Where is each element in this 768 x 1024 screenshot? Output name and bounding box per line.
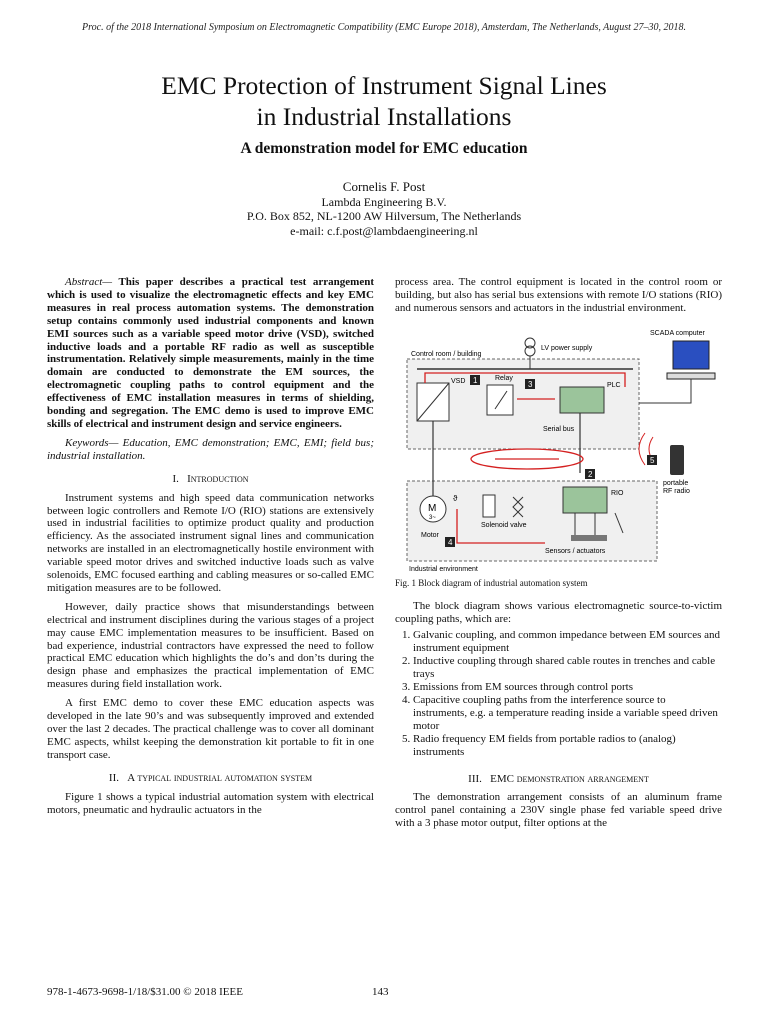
radio-label-1: portable [663,479,689,487]
abstract-text: This paper describes a practical test arrangement which is used to visualize the electromagnetic effects and key EMC measures in real process automation systems. The demonstration setup contains commonly used industrial components and known EMI sources such as a variable speed motor drive (VSD), switched inductive loads and a portable RF radio as well as susceptible instrumentation. Relatively simple measurements, mainly in the time domain are conducted to demonstrate the EM sources, the electromagnetic coupling paths to control equipment and the effectiveness of EMC installation measures in terms of shielding, bonding and segregation. The EMC demo is used to improve EMC skills of electrical and instrument design and service engineers. [47,276,374,430]
right-paragraph-1: The block diagram shows various electromagnetic source-to-victim coupling paths, which are: [395,599,722,625]
right-paragraph-0: process area. The control equipment is located in the control room or building, but also has serial bus extensions with remote I/O stations (RIO) and numerous sensors and actuators in the industrial environment. [395,276,722,314]
section-3-number: III. [468,772,482,785]
author-name: Cornelis F. Post [342,179,426,194]
section-1-heading [47,473,374,486]
title-line-2: in Industrial Installations [256,102,512,131]
block-diagram-figure [395,325,722,577]
footer-isbn: 978-1-4673-9698-1/18/$31.00 © 2018 IEEE [47,986,243,998]
badge-1-label: 1 [473,375,478,385]
intro-paragraph-1: Instrument systems and high speed data communication networks between logic controllers and Remote I/O (RIO) stations are extensively used in industrial facilities to optimize product quality and production efficiency. As the associated instrument signal lines and communication networks are installed in an electromagnetically hostile environment with variable speed motor drives and switched inductive loads such as valve solenoids, EMC focused earthing and cabling measures or so-called EMC mitigation measures are to be followed. [47,491,374,594]
figure-caption: Fig. 1 Block diagram of industrial automation system [395,577,588,588]
paper-subtitle: A demonstration model for EMC education [240,140,528,157]
section-2-heading [47,772,374,785]
scada-link [639,379,691,403]
coupling-item: 4. Capacitive coupling paths from the interference source to instruments, e.g. a temperature reading inside a variable speed driven motor [413,694,722,733]
author-block [60,180,708,238]
abstract-label: Abstract— [65,276,113,288]
scada-label: SCADA computer [650,329,705,337]
sensor-blocks [571,535,607,541]
relay-label: Relay [495,374,513,382]
right-column [395,276,722,830]
left-column [47,276,374,816]
rio-box [563,487,607,513]
author-email: e-mail: c.f.post@lambdaengineering.nl [290,223,478,238]
relay-box [487,385,513,415]
sensors-label: Sensors / actuators [545,547,606,555]
intro-paragraph-3: A first EMC demo to cover these EMC education aspects was developed in the late 90’s and was subsequently improved and extended over the last 2 decades. The practical challenge was to cover all dominant EMC aspects, whilst keeping the demonstration kit portable to fit in one transport case. [47,697,374,761]
rio-label: RIO [611,489,624,497]
theta-symbol: ϑ [453,493,458,503]
badge-2-label: 2 [588,469,593,479]
coupling-item: 5. Radio frequency EM fields from portable radios to (analog) instruments [413,733,722,759]
section-1-number: I. [172,472,179,485]
section-3-paragraph-1: The demonstration arrangement consists of an aluminum frame control panel containing a 230V single phase fed variable speed drive with a 3 phase motor output, filter options at the [395,791,722,830]
proceedings-header: Proc. of the 2018 International Symposium on Electromagnetic Compatibility (EMC Europe 2018), Amsterdam, The Netherlands, August 27–30, 2018. [82,22,686,33]
section-2-number: II. [108,771,119,784]
keywords-label: Keywords— [65,436,119,449]
author-org: Lambda Engineering B.V. [321,194,447,209]
coupling-item: 1. Galvanic coupling, and common impedance between EM sources and instrument equipment [413,629,722,655]
section-3-title: EMC demonstration arrangement [490,772,649,785]
portable-radio [670,445,684,475]
plc-label: PLC [607,381,621,389]
coupling-item: 3. Emissions from EM sources through control ports [413,681,722,694]
keywords [47,437,374,463]
intro-paragraph-2: However, daily practice shows that misunderstandings between electrical and instrument disciplines during the various stages of a project may cause EMC implementation measures to be insufficient. Based on bad experience, industrial contractors have expressed the need to follow practical EMC education which highlights the do’s and don’ts during the design phase and emphasizes the practical implementation of EMC measures during field installation work. [47,600,374,691]
industrial-label: Industrial environment [409,565,478,573]
page-number: 143 [372,986,389,998]
scada-monitor [673,341,709,369]
section-2-paragraph-1: Figure 1 shows a typical industrial automation system with electrical motors, pneumatic and hydraulic actuators in the [47,790,374,816]
lv-supply-label: LV power supply [541,344,593,352]
scada-base [667,373,715,379]
badge-4-label: 4 [448,537,453,547]
coupling-item: 2. Inductive coupling through shared cable routes in trenches and cable trays [413,655,722,681]
solenoid-box [483,495,495,517]
abstract [47,276,374,431]
plc-box [560,387,604,413]
motor-label: Motor [421,531,439,539]
radio-label-2: RF radio [663,487,690,495]
motor-phase-label: 3~ [429,514,436,521]
badge-5-label: 5 [650,455,655,465]
coupling-list [395,629,722,758]
paper-title [60,70,708,132]
motor-symbol-label: M [428,502,437,514]
control-room-label: Control room / building [411,350,482,358]
section-1-title: Introduction [187,472,249,485]
keywords-text: Education, EMC demonstration; EMC, EMI; field bus; industrial installation. [47,436,374,462]
section-3-heading [395,773,722,786]
vsd-label: VSD [451,377,466,385]
author-address: P.O. Box 852, NL-1200 AW Hilversum, The Netherlands [246,209,522,224]
title-line-1: EMC Protection of Instrument Signal Lines [161,71,607,100]
section-2-title: A typical industrial automation system [127,771,313,784]
serial-bus-label: Serial bus [543,425,575,433]
solenoid-label: Solenoid valve [481,521,527,529]
badge-3-label: 3 [528,379,533,389]
